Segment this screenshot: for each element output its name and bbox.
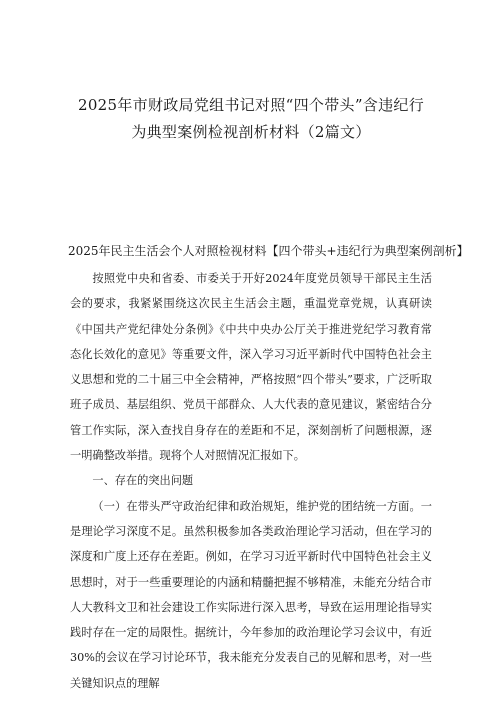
title-line-2: 为典型案例检视剖析材料（2篇文） (131, 123, 371, 141)
document-subtitle: 2025年民主生活会个人对照检视材料【四个带头+违纪行为典型案例剖析】 (68, 244, 469, 258)
body-paragraph: （一）在带头严守政治纪律和政治规矩，维护党的团结统一方面。一是理论学习深度不足。虽然积极参加各类政治理论学习活动，但在学习的深度和广度上还存在差距。例如，在学习习近平新时代中国特色社会主义思想时，对于一些重要理论的内涵和精髓把握不够精准，未能充分结合市人大教科文卫和社会建设工作实际进行深入思考，导致在运用理论指导实践时存在一定的局限性。据统计，今年参加的政治理论学习会议中，有近30%的会议在学习讨论环节，我未能充分发表自己的见解和思考，对一些关键知识点的理解 (70, 499, 432, 690)
document-title (70, 0, 432, 146)
section-heading: 一、存在的突出问题 (92, 474, 194, 488)
intro-paragraph: 按照党中央和省委、市委关于开好2024年度党员领导干部民主生活会的要求，我紧紧围绕这次民主生活会主题，重温党章党规，认真研读《中国共产党纪律处分条例》《中共中央办公厅关于推进党纪学习教育常态化长效化的意见》等重要文件，深入学习习近平新时代中国特色社会主义思想和党的二十届三中全会精神，严格按照“四个带头”要求，广泛听取班子成员、基层组织、党员干部群众、人大代表的意见建议，紧密结合分管工作实际，深入查找自身存在的差距和不足，深刻剖析了问题根源，逐一明确整改举措。现将个人对照情况汇报如下。 (70, 272, 432, 463)
title-line-1: 2025年市财政局党组书记对照“四个带头”含违纪行 (77, 96, 424, 114)
